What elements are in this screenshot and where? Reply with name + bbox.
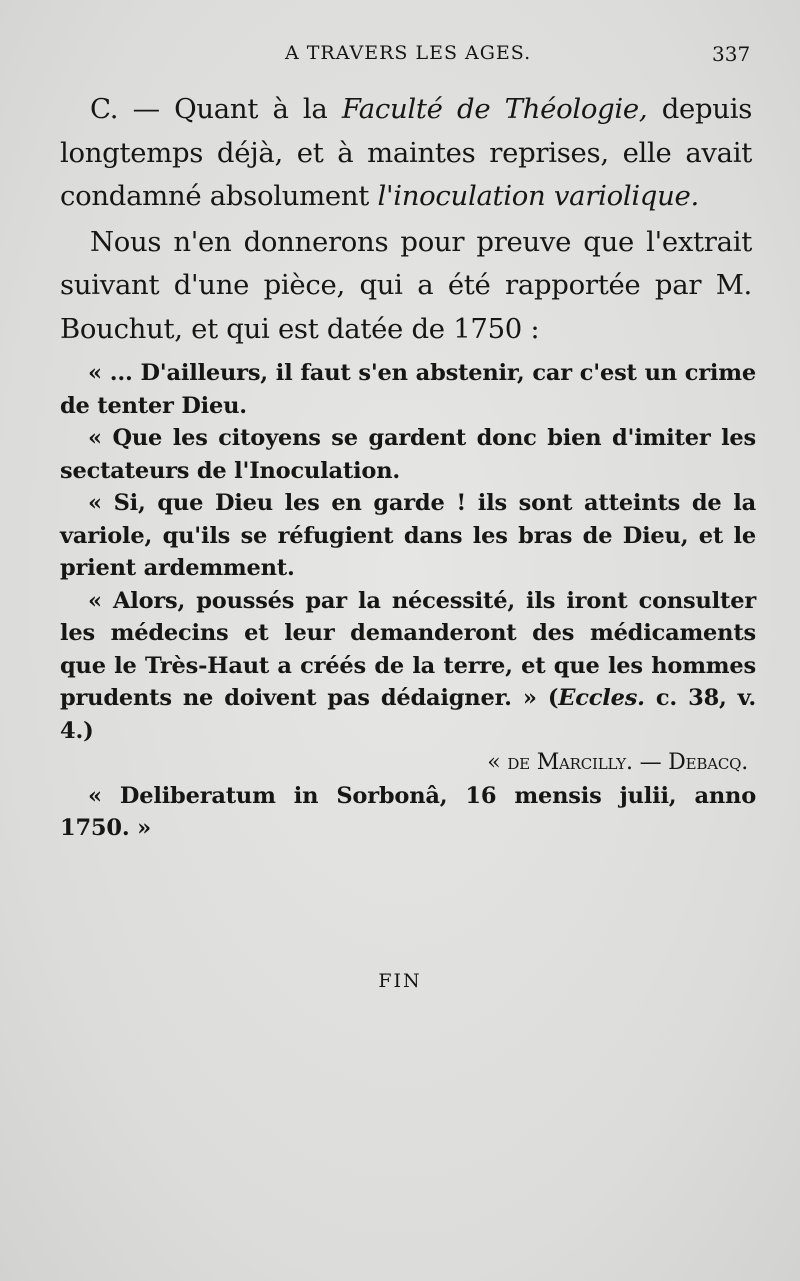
quoted-document [60, 357, 756, 845]
quote-paragraph-1: « ... D'ailleurs, il faut s'en abstenir, car c'est un crime de tenter Dieu. [60, 360, 756, 419]
end-mark: FIN [378, 970, 422, 992]
inoculation-variolique-italic: l'inoculation variolique. [377, 180, 699, 212]
faculte-de-theologie-italic: Faculté de Théologie, [341, 93, 648, 125]
eccles-citation-ref: c. 38, v. 4.) [60, 685, 756, 744]
paragraph-preuve: Nous n'en donnerons pour preuve que l'extrait suivant d'une pièce, qui a été rapportée par M. Bouchut, et qui est datée de 1750 : [60, 225, 752, 345]
quote-paragraph-4 [60, 585, 756, 748]
quote-paragraph-4-text: « Alors, poussés par la nécessité, ils iront consulter les médecins et leur demanderont des médicaments que le Très-Haut a créés de la terre, et que les hommes prudents ne doivent pas dédaigner. » ( [60, 587, 756, 711]
eccles-citation-italic: Eccles. [558, 685, 645, 711]
deliberatum-line: « Deliberatum in Sorbonâ, 16 mensis julii, anno 1750. » [60, 782, 756, 841]
paragraph-faculte [60, 88, 752, 219]
paragraph-faculte-part-2: depuis longtemps déjà, et à maintes reprises, elle avait condamné absolument [60, 93, 753, 212]
quote-paragraph-2: « Que les citoyens se gardent donc bien d'imiter les sectateurs de l'Inoculation. [60, 425, 756, 484]
quote-paragraph-3: « Si, que Dieu les en garde ! ils sont atteints de la variole, qu'ils se réfugient dans les bras de Dieu, et le prient ardemment. [60, 490, 756, 581]
running-head [0, 38, 800, 68]
page-number: 337 [712, 42, 751, 66]
signature-line: « de Marcilly. — Debacq. [487, 750, 748, 775]
running-title: A TRAVERS LES AGES. [285, 42, 532, 64]
paragraph-faculte-part-1: C. — Quant à la [90, 93, 342, 125]
main-text [60, 88, 752, 351]
